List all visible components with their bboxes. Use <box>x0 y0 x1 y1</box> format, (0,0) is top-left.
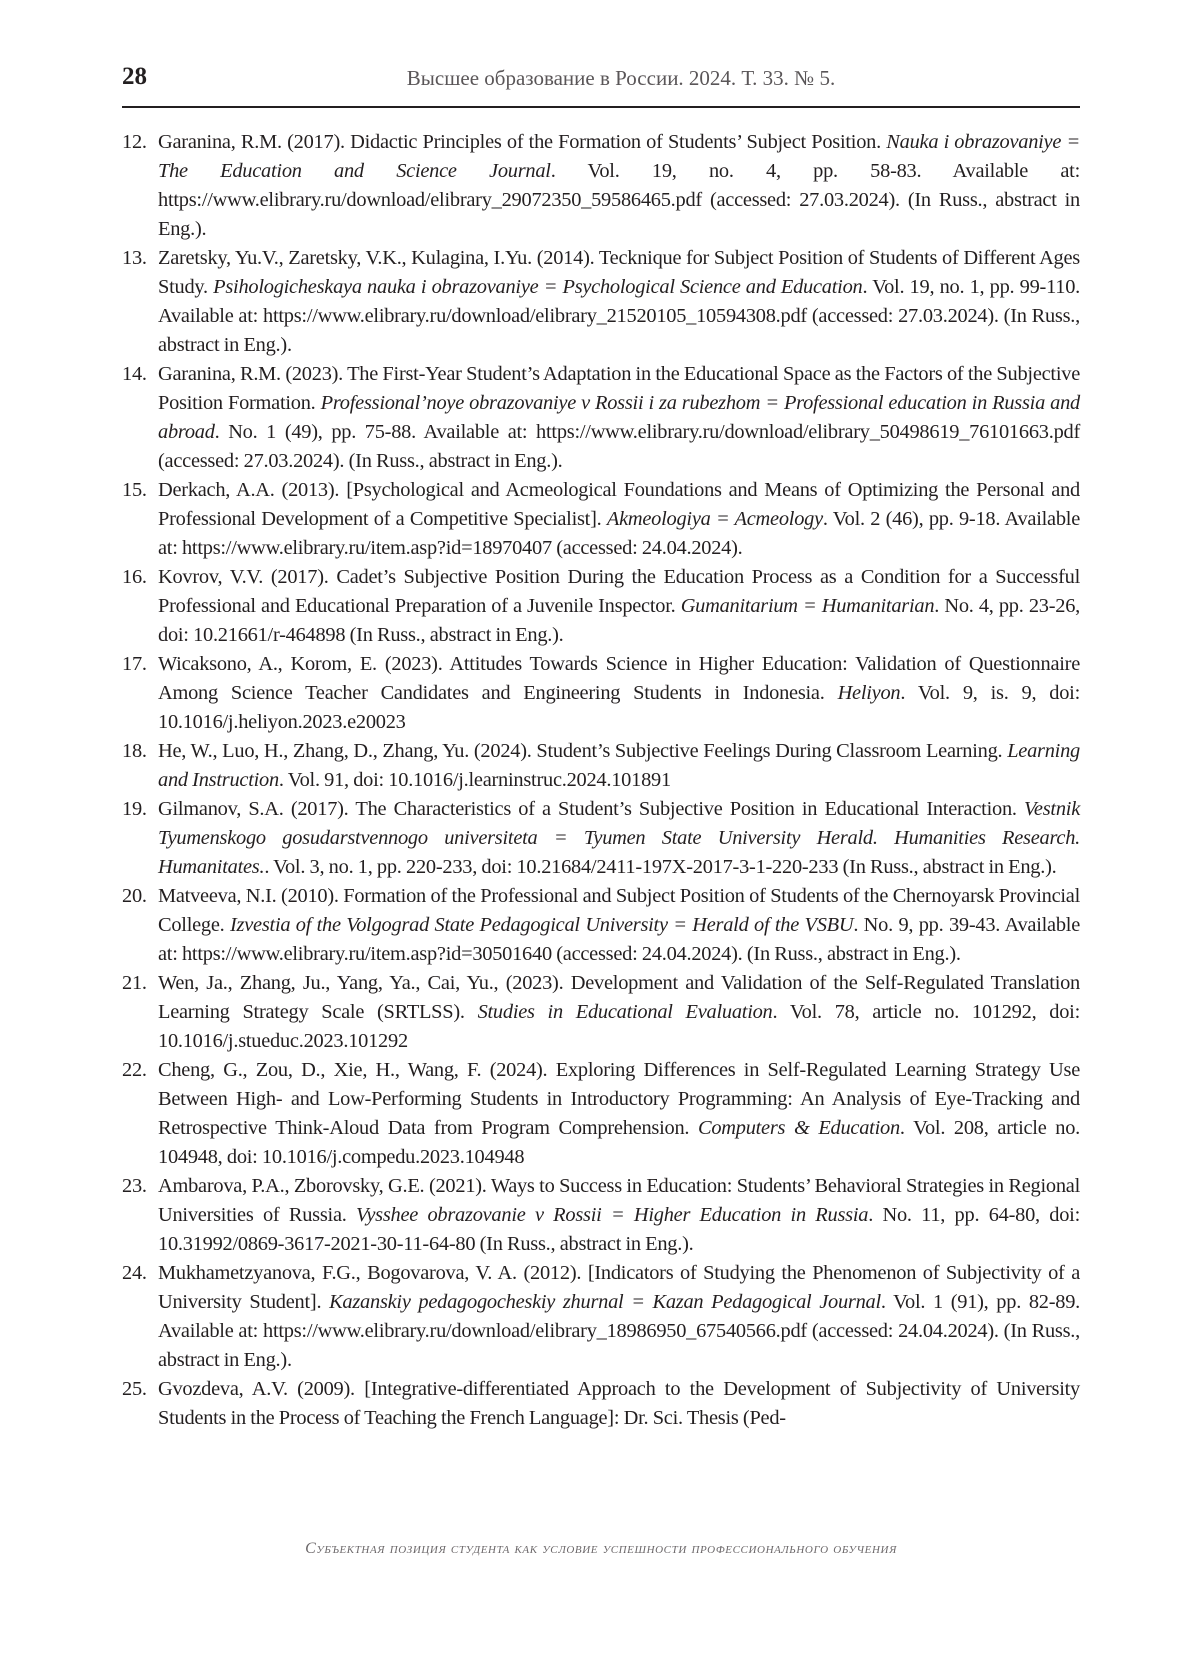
reference-details: . No. 4, pp. 23-26, doi: 10.21661/r-464898 (In Russ., abstract in Eng.). <box>158 595 1080 646</box>
reference-text: Zaretsky, Yu.V., Zaretsky, V.K., Kulagina, I.Yu. (2014). Tecknique for Subject Position of Students of Different Ages Study. <box>158 247 1080 298</box>
reference-source: Learning and Instruction <box>158 740 1080 791</box>
reference-text: Matveeva, N.I. (2010). Formation of the Professional and Subject Position of Students of the Chernoyarsk Provincial College. <box>158 885 1080 936</box>
reference-item <box>122 476 1080 563</box>
reference-text: Ambarova, P.A., Zborovsky, G.E. (2021). Ways to Success in Education: Students’ Behavioral Strategies in Regional Universities of Russia. <box>158 1175 1080 1226</box>
reference-details: . Vol. 91, doi: 10.1016/j.learninstruc.2024.101891 <box>278 769 671 791</box>
reference-details: . Vol. 208, article no. 104948, doi: 10.1016/j.compedu.2023.104948 <box>158 1117 1080 1168</box>
reference-details: . Vol. 19, no. 1, pp. 99-110. Available at: https://www.elibrary.ru/download/elibrary_21520105_10594308.pdf (accessed: 27.03.2024). (In Russ., abstract in Eng.). <box>158 276 1080 356</box>
reference-source: Computers & Education <box>697 1117 900 1139</box>
reference-source: Kazanskiy pedagogocheskiy zhurnal = Kazan Pedagogical Journal <box>329 1291 881 1313</box>
reference-item <box>122 563 1080 650</box>
reference-details: . Vol. 78, article no. 101292, doi: 10.1016/j.stueduc.2023.101292 <box>158 1001 1080 1052</box>
page-header <box>122 62 1080 108</box>
reference-item <box>122 244 1080 360</box>
reference-number: 20. <box>122 885 147 907</box>
reference-source: Heliyon <box>837 682 901 704</box>
reference-source: Professional’noye obrazovaniye v Rossii i za rubezhom = Professional education in Russia and abroad <box>158 392 1080 443</box>
reference-text: Kovrov, V.V. (2017). Cadet’s Subjective Position During the Education Process as a Condition for a Successful Professional and Educational Preparation of a Juvenile Inspector. <box>158 566 1080 617</box>
reference-item <box>122 1259 1080 1375</box>
reference-item <box>122 737 1080 795</box>
reference-number: 25. <box>122 1378 147 1400</box>
reference-source: Vysshee obrazovanie v Rossii = Higher Education in Russia <box>356 1204 869 1226</box>
reference-source: Studies in Educational Evaluation <box>477 1001 773 1023</box>
running-footer: Субъектная позиция студента как условие успешности профессионального обучения <box>305 1540 897 1557</box>
reference-item <box>122 1375 1080 1433</box>
reference-text: Derkach, A.A. (2013). [Psychological and Acmeological Foundations and Means of Optimizing the Personal and Professional Development of a Competitive Specialist]. <box>158 479 1080 530</box>
reference-source: Nauka i obrazovaniye = The Education and Science Journal <box>158 131 1080 182</box>
reference-number: 18. <box>122 740 147 762</box>
reference-text: Wicaksono, A., Korom, E. (2023). Attitudes Towards Science in Higher Education: Validation of Questionnaire Among Science Teacher Candidates and Engineering Students in Indonesia. <box>158 653 1080 704</box>
reference-source: Izvestia of the Volgograd State Pedagogical University = Herald of the VSBU <box>230 914 854 936</box>
reference-item <box>122 128 1080 244</box>
reference-item <box>122 882 1080 969</box>
reference-source: Vestnik Tyumenskogo gosudarstvennogo universiteta = Tyumen State University Herald. Humanities Research. Humanitates. <box>158 798 1080 878</box>
reference-details: . Vol. 2 (46), pp. 9-18. Available at: https://www.elibrary.ru/item.asp?id=18970407 (accessed: 24.04.2024). <box>158 508 1080 559</box>
reference-text: Gvozdeva, A.V. (2009). [Integrative-differentiated Approach to the Development of Subjectivity of University Students in the Process of Teaching the French Language]: Dr. Sci. Thesis (Ped- <box>158 1378 1080 1429</box>
reference-number: 13. <box>122 247 147 269</box>
reference-text: Wen, Ja., Zhang, Ju., Yang, Ya., Cai, Yu., (2023). Development and Validation of the Self-Regulated Translation Learning Strategy Scale (SRTLSS). <box>158 972 1080 1023</box>
reference-text: Garanina, R.M. (2023). The First-Year Student’s Adaptation in the Educational Space as the Factors of the Subjective Position Formation. <box>158 363 1080 414</box>
reference-details: . Vol. 3, no. 1, pp. 220-233, doi: 10.21684/2411-197X-2017-3-1-220-233 (In Russ., abstract in Eng.). <box>264 856 1057 878</box>
reference-number: 15. <box>122 479 147 501</box>
reference-text: Mukhametzyanova, F.G., Bogovarova, V. A. (2012). [Indicators of Studying the Phenomenon of Subjectivity of a University Student]. <box>158 1262 1080 1313</box>
reference-number: 12. <box>122 131 147 153</box>
reference-number: 16. <box>122 566 147 588</box>
reference-details: . Vol. 9, is. 9, doi: 10.1016/j.heliyon.2023.e20023 <box>158 682 1080 733</box>
page-number: 28 <box>122 63 147 90</box>
reference-details: . No. 11, pp. 64-80, doi: 10.31992/0869-3617-2021-30-11-64-80 (In Russ., abstract in Eng.). <box>158 1204 1081 1255</box>
reference-details: . No. 9, pp. 39-43. Available at: https://www.elibrary.ru/item.asp?id=30501640 (accessed: 24.04.2024). (In Russ., abstract in Eng.). <box>158 914 1080 965</box>
reference-number: 24. <box>122 1262 147 1284</box>
reference-number: 17. <box>122 653 147 675</box>
reference-item <box>122 969 1080 1056</box>
reference-number: 22. <box>122 1059 147 1081</box>
reference-number: 23. <box>122 1175 147 1197</box>
reference-source: Psihologicheskaya nauka i obrazovaniye = Psychological Science and Education <box>213 276 863 298</box>
reference-number: 21. <box>122 972 147 994</box>
reference-details: . Vol. 1 (91), pp. 82-89. Available at: https://www.elibrary.ru/download/elibrary_18986950_67540566.pdf (accessed: 24.04.2024). (In Russ., abstract in Eng.). <box>158 1291 1080 1371</box>
reference-item <box>122 1056 1080 1172</box>
reference-text: He, W., Luo, H., Zhang, D., Zhang, Yu. (2024). Student’s Subjective Feelings During Classroom Learning. <box>158 740 1008 762</box>
reference-text: Gilmanov, S.A. (2017). The Characteristics of a Student’s Subjective Position in Educational Interaction. <box>158 798 1024 820</box>
reference-text: Garanina, R.M. (2017). Didactic Principles of the Formation of Students’ Subject Position. <box>158 131 887 153</box>
reference-text: Cheng, G., Zou, D., Xie, H., Wang, F. (2024). Exploring Differences in Self-Regulated Learning Strategy Use Between High- and Low-Performing Students in Introductory Programming: An Analysis of Eye-Tracking and Retrospective Think-Aloud Data from Program Comprehension. <box>158 1059 1080 1139</box>
reference-item <box>122 795 1080 882</box>
reference-item <box>122 650 1080 737</box>
reference-list <box>122 128 1080 1433</box>
running-title: Высшее образование в России. 2024. Т. 33. № 5. <box>406 66 836 90</box>
reference-item <box>122 360 1080 476</box>
reference-source: Gumanitarium = Humanitarian <box>680 595 935 617</box>
reference-details: . Vol. 19, no. 4, pp. 58-83. Available at: https://www.elibrary.ru/download/elibrary_29072350_59586465.pdf (accessed: 27.03.2024). (In Russ., abstract in Eng.). <box>158 160 1080 240</box>
reference-number: 14. <box>122 363 147 385</box>
reference-details: . No. 1 (49), pp. 75-88. Available at: https://www.elibrary.ru/download/elibrary_50498619_76101663.pdf (accessed: 27.03.2024). (In Russ., abstract in Eng.). <box>158 421 1080 472</box>
reference-item <box>122 1172 1080 1259</box>
reference-source: Akmeologiya = Acmeology <box>606 508 823 530</box>
reference-number: 19. <box>122 798 147 820</box>
